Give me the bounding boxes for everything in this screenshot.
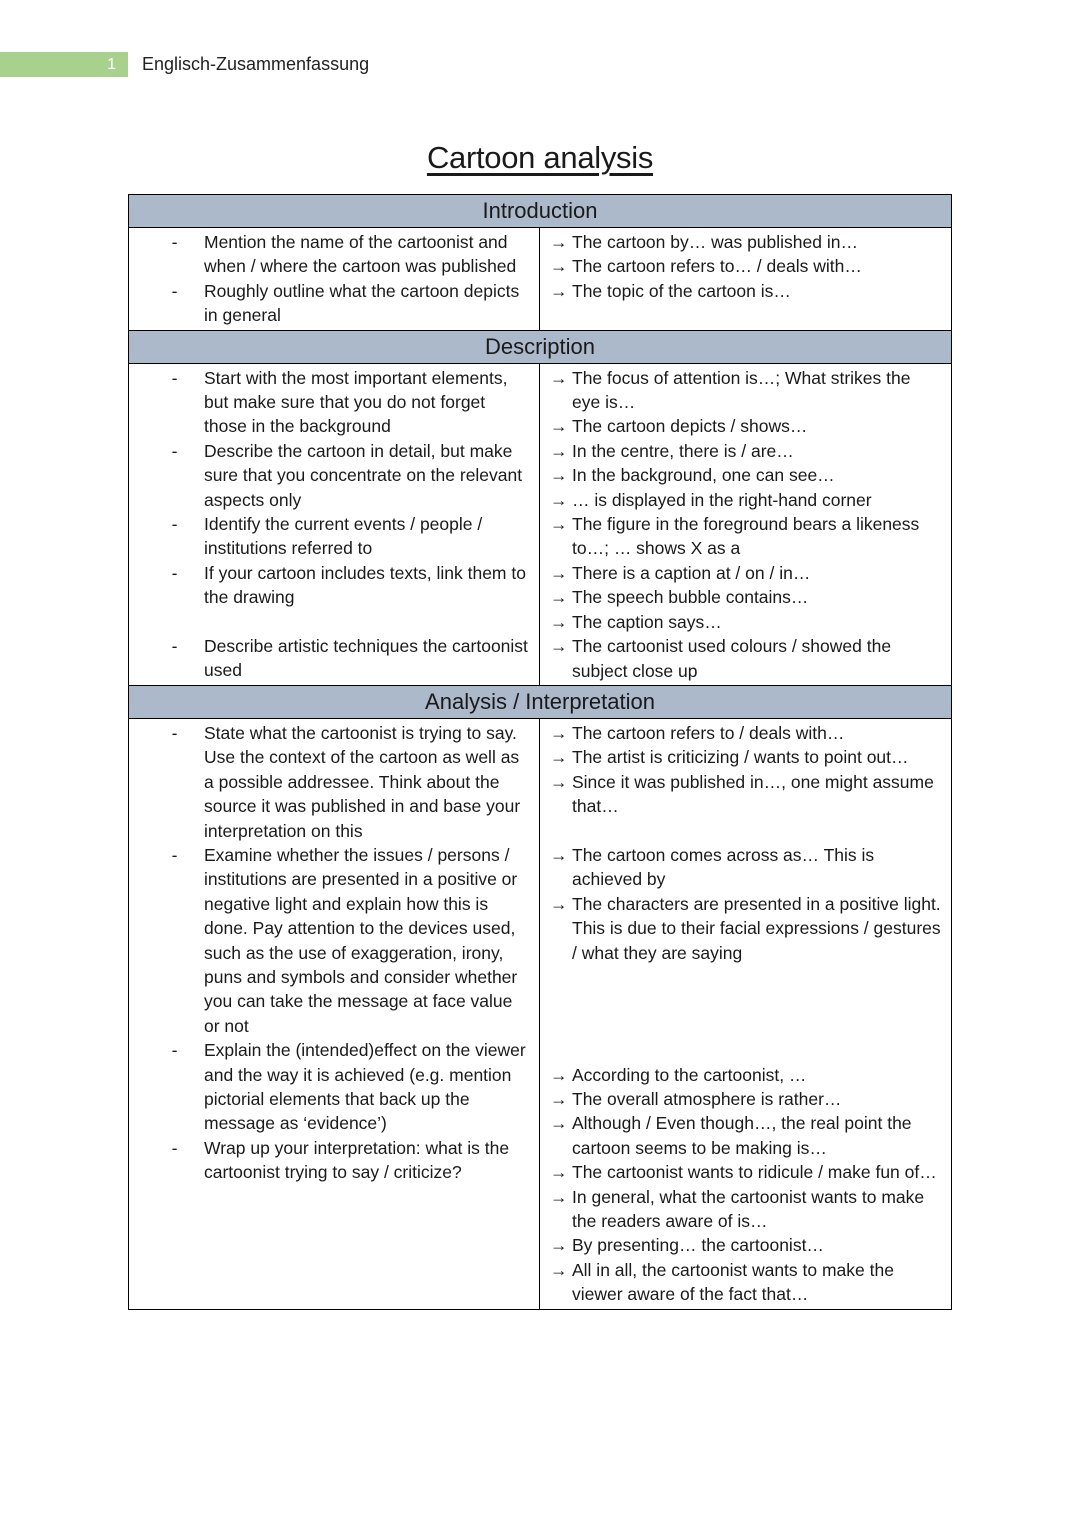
phrase-item: → Since it was published in…, one might assume that… <box>550 770 941 819</box>
arrow-icon: → <box>550 1235 568 1256</box>
instruction-item: - Describe artistic techniques the cartoonist used <box>129 634 531 683</box>
phrase-item: → The speech bubble contains… <box>550 585 941 609</box>
arrow-icon: → <box>550 636 568 657</box>
instruction-item: - Wrap up your interpretation: what is the cartoonist trying to say / criticize? <box>129 1136 531 1185</box>
spacer <box>129 610 531 634</box>
arrow-icon: → <box>550 747 568 768</box>
dash-bullet: - <box>171 232 178 252</box>
section-heading-introduction: Introduction <box>129 195 951 228</box>
arrow-icon: → <box>550 844 568 865</box>
instruction-item: - Roughly outline what the cartoon depicts in general <box>129 279 531 328</box>
cartoon-analysis-table <box>128 194 952 1310</box>
phrases-column <box>540 364 951 685</box>
arrow-icon: → <box>550 562 568 583</box>
dash-bullet: - <box>171 562 178 583</box>
page-header <box>0 52 369 77</box>
section-heading-analysis: Analysis / Interpretation <box>129 686 951 719</box>
instruction-item: - If your cartoon includes texts, link them to the drawing <box>129 561 531 610</box>
phrase-item: → The cartoon refers to… / deals with… <box>550 254 941 278</box>
dash-bullet: - <box>171 514 178 535</box>
phrase-item: → The cartoon comes across as… This is achieved by <box>550 843 941 892</box>
instructions-column <box>129 719 540 1309</box>
phrase-item: → In the centre, there is / are… <box>550 439 941 463</box>
section-description <box>129 364 951 686</box>
arrow-icon: → <box>550 367 568 388</box>
arrow-icon: → <box>550 1088 568 1109</box>
section-introduction <box>129 228 951 331</box>
arrow-icon: → <box>550 416 568 437</box>
arrow-icon: → <box>550 587 568 608</box>
phrase-item: → The overall atmosphere is rather… <box>550 1087 941 1111</box>
arrow-icon: → <box>550 440 568 461</box>
document-label: Englisch-Zusammenfassung <box>142 54 370 74</box>
dash-bullet: - <box>171 722 178 743</box>
phrases-column <box>540 228 951 330</box>
phrase-item: → The cartoonist used colours / showed the subject close up <box>550 634 941 683</box>
instruction-item: - Explain the (intended)effect on the viewer and the way it is achieved (e.g. mention pictorial elements that back up the message as ‘evidence’) <box>129 1038 531 1136</box>
phrase-item: → All in all, the cartoonist wants to make the viewer aware of the fact that… <box>550 1258 941 1307</box>
instructions-column <box>129 228 540 330</box>
arrow-icon: → <box>550 1064 568 1085</box>
instruction-item: - Identify the current events / people / institutions referred to <box>129 512 531 561</box>
phrase-item: → The cartoon refers to / deals with… <box>550 721 941 745</box>
arrow-icon: → <box>550 611 568 632</box>
dash-bullet: - <box>171 636 178 657</box>
arrow-icon: → <box>550 232 568 252</box>
spacer <box>550 1038 941 1062</box>
arrow-icon: → <box>550 465 568 486</box>
arrow-icon: → <box>550 514 568 535</box>
dash-bullet: - <box>171 367 178 388</box>
arrow-icon: → <box>550 489 568 510</box>
dash-bullet: - <box>171 440 178 461</box>
dash-bullet: - <box>171 844 178 865</box>
phrase-item: → … is displayed in the right-hand corner <box>550 488 941 512</box>
instruction-item: - Examine whether the issues / persons / institutions are presented in a positive or negative light and explain how this is done. Pay attention to the devices used, such as the use of exaggeration, irony, puns and symbols and consider whether you can take the message at face value or not <box>129 843 531 1038</box>
arrow-icon: → <box>550 280 568 301</box>
phrase-item: → In general, what the cartoonist wants to make the readers aware of is… <box>550 1185 941 1234</box>
dash-bullet: - <box>171 1137 178 1158</box>
arrow-icon: → <box>550 1113 568 1134</box>
page-title: Cartoon analysis <box>426 140 654 175</box>
arrow-icon: → <box>550 1259 568 1280</box>
instructions-column <box>129 364 540 685</box>
arrow-icon: → <box>550 771 568 792</box>
section-analysis <box>129 719 951 1309</box>
phrase-item: → The topic of the cartoon is… <box>550 279 941 303</box>
arrow-icon: → <box>550 893 568 914</box>
phrase-item: → The figure in the foreground bears a likeness to…; … shows X as a <box>550 512 941 561</box>
arrow-icon: → <box>550 722 568 743</box>
spacer <box>550 965 941 989</box>
section-heading-description: Description <box>129 331 951 364</box>
phrase-item: → In the background, one can see… <box>550 463 941 487</box>
phrase-item: → By presenting… the cartoonist… <box>550 1233 941 1257</box>
phrase-item: → The focus of attention is…; What strikes the eye is… <box>550 366 941 415</box>
spacer <box>550 1014 941 1038</box>
phrase-item: → The cartoonist wants to ridicule / make fun of… <box>550 1160 941 1184</box>
phrase-item: → The cartoon by… was published in… <box>550 230 941 254</box>
spacer <box>550 989 941 1013</box>
instruction-item: - Describe the cartoon in detail, but make sure that you concentrate on the relevant aspects only <box>129 439 531 512</box>
page-number: 1 <box>0 52 128 77</box>
instruction-item: - State what the cartoonist is trying to say. Use the context of the cartoon as well as a possible addressee. Think about the source it was published in and base your interpretation on this <box>129 721 531 843</box>
arrow-icon: → <box>550 1162 568 1183</box>
phrase-item: → The artist is criticizing / wants to point out… <box>550 745 941 769</box>
dash-bullet: - <box>171 280 178 301</box>
arrow-icon: → <box>550 256 568 277</box>
phrase-item: → The caption says… <box>550 610 941 634</box>
phrase-item: → According to the cartoonist, … <box>550 1063 941 1087</box>
phrases-column <box>540 719 951 1309</box>
instruction-item: - Mention the name of the cartoonist and when / where the cartoon was published <box>129 230 531 279</box>
phrase-item: → Although / Even though…, the real point the cartoon seems to be making is… <box>550 1111 941 1160</box>
phrase-item: → The characters are presented in a positive light. This is due to their facial expressions / gestures / what they are saying <box>550 892 941 965</box>
phrase-item: → The cartoon depicts / shows… <box>550 414 941 438</box>
phrase-item: → There is a caption at / on / in… <box>550 561 941 585</box>
dash-bullet: - <box>171 1040 178 1061</box>
arrow-icon: → <box>550 1186 568 1207</box>
instruction-item: - Start with the most important elements, but make sure that you do not forget those in the background <box>129 366 531 439</box>
spacer <box>550 819 941 843</box>
